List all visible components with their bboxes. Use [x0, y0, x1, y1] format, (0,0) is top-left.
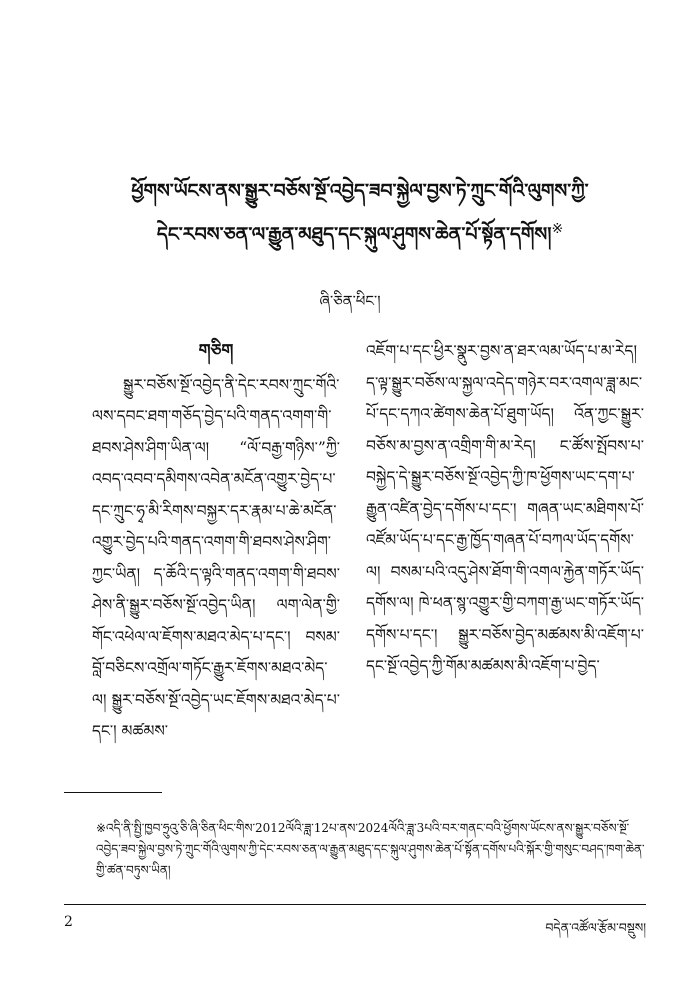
article-title: [60, 172, 660, 253]
right-paragraph: འཇོག་པ་དང་ཕྱིར་སྣུར་བྱས་ན་ཐར་ལམ་ཡོད་པ་མ་རེད། ད་ལྟ་སྒྱུར་བཅོས་ལ་སྐྱལ་འདེད་གཉེར་བར་འགལ་ཟླ་མང་པོ་དང་དཀའ་ཚེགས་ཆེན་པོ་ཐུག་ཡོད། འོན་ཀྱང་སྒྱུར་བཅོས་མ་བྱས་ན་འགྲིག་གི་མ་རེད། ང་ཚོས་སྤོབས་པ་བསྐྱེད་དེ་སྒྱུར་བཅོས་སྔོ་འབྱེད་ཀྱི་ཁ་ཕྱོགས་ཡང་དག་པ་རྒྱུན་འཛིན་བྱེད་དགོས་པ་དང་། གཞན་ཡང་མཐིགས་པོ་འཛོམ་ཡོད་པ་དང་རྒྱ་ཁྱོད་གཞན་པོ་བཀལ་ཡོད་དགོས་ལ། བསམ་པའི་འདུ་ཤེས་ཐོག་གི་འགལ་རྐྱེན་གཏོར་ཡོད་དགོས་ལ། ཁེ་ཕན་སྙ་འགྱུར་གྱི་བཀག་རྒྱ་ཡང་གཏོར་ཡོད་དགོས་པ་དང་། སྒྱུར་བཅོས་བྱེད་མཚམས་མི་འཇོག་པ་དང་སྔོ་འབྱེད་ཀྱི་གོམ་མཚམས་མི་འཇོག་པ་བྱེད་: [366, 342, 644, 675]
title-line-1: ཕྱོགས་ཡོངས་ནས་སྒྱུར་བཅོས་སྔོ་འབྱེད་ཟབ་སྐྱེལ་བྱས་ཏེ་ཀྲུང་གོའི་ལུགས་ཀྱི་: [131, 180, 589, 202]
title-line-2-text: དེང་རབས་ཅན་ལ་རྒྱུན་མཐུད་དང་སྐུལ་ཤུགས་ཆེན་པོ་སྟོན་དགོས།: [156, 223, 552, 246]
footer-rule: [64, 904, 646, 905]
left-column: [92, 336, 340, 748]
author-name: ཞི་ཅིན་ཕིང་།: [319, 292, 381, 310]
running-head: བདེན་འཚོལ་རྩོམ་བསྡུས།: [545, 920, 646, 935]
footnote: ※འདི་ནི་སྤྱི་ཁྱབ་ཧྲུའུ་ཅི་ཞི་ཅིན་ཕིང་གིས་2012ལོའི་ཟླ་12པ་ནས་2024ལོའི་ཟླ་3པའི་བར་གནང་བའི་ཕྱོགས་ཡོངས་ནས་སྒྱུར་བཅོས་སྔོ་འབྱེད་ཟབ་སྐྱེལ་བྱས་ཏེ་ཀྲུང་གོའི་ལུགས་ཀྱི་དེང་རབས་ཅན་ལ་རྒྱུན་མཐུད་དང་སྐུལ་ཤུགས་ཆེན་པོ་སྟོན་དགོས་པའི་སྐོར་གྱི་གསུང་བཤད་ཁག་ཆེན་གྱི་ཚན་བཏུས་ཡིན།: [96, 821, 645, 877]
page-number: 2: [64, 914, 73, 930]
section-heading: གཅིག: [198, 341, 234, 361]
footnote-rule: [64, 792, 162, 793]
right-column: [366, 336, 644, 683]
footnote-marker: ※: [551, 221, 564, 237]
left-paragraph: སྒྱུར་བཅོས་སྔོ་འབྱེད་ནི་དེང་རབས་ཀྲུང་གོའི་ལས་དབང་ཐག་གཅོད་བྱེད་པའི་གནད་འགག་གི་ཐབས་ཤེས་ཤིག་ཡིན་ལ། “ལོ་བརྒྱ་གཉིས་”ཀྱི་འབད་འབབ་དམིགས་འབེན་མངོན་འགྱུར་བྱེད་པ་དང་ཀྲུང་ཧྭ་མི་རིགས་བསྐྱར་དར་རྣམ་པ་ཆེ་མངོན་འགྱུར་བྱེད་པའི་གནད་འགག་གི་ཐབས་ཤེས་ཤིག་ཀྱང་ཡིན། ད་ཆོའི་ད་ལྟའི་གནད་འགག་གི་ཐབས་ཤེས་ནི་སྒྱུར་བཅོས་སྔོ་འབྱེད་ཡིན། ལག་ལེན་གྱི་གོང་འཕེལ་ལ་ཇོགས་མཐའ་མེད་པ་དང་། བསམ་བློ་བཅིངས་འགྲོལ་གཏོང་རྒྱུར་ཇོགས་མཐའ་མེད་ལ། སྒྱུར་བཅོས་སྔོ་འབྱེད་ཡང་ཇོགས་མཐའ་མེད་པ་དང་། མཚམས་: [92, 375, 340, 740]
title-line-2: [60, 210, 660, 253]
